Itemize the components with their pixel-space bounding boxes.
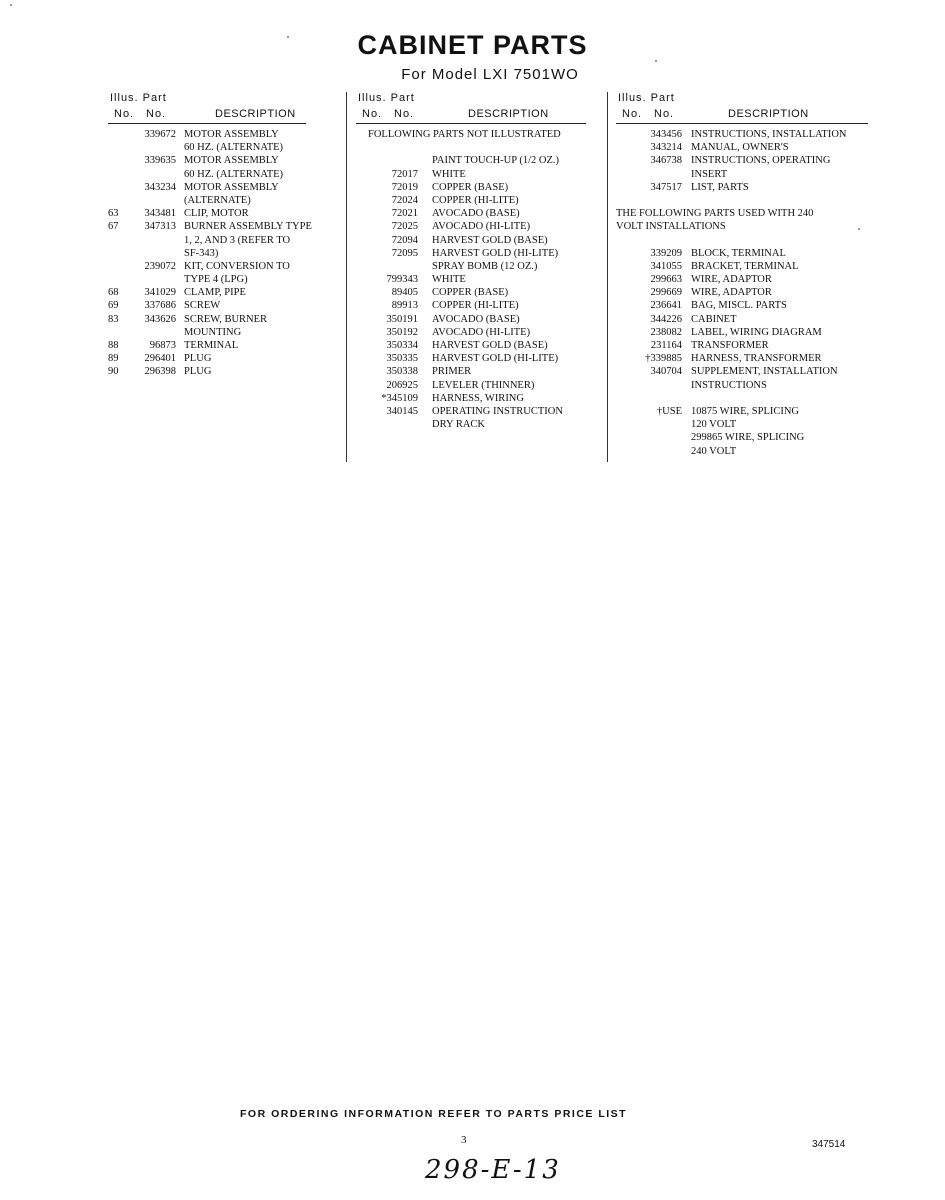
part-number: 89913	[391, 300, 418, 312]
part-number: 350334	[386, 340, 418, 351]
part-description: AVOCADO (BASE)	[432, 208, 520, 220]
part-description: HARNESS, TRANSFORMER	[691, 353, 822, 365]
part-description: MOTOR ASSEMBLY	[184, 181, 279, 193]
illus-part-label: Illus. Part	[110, 92, 167, 104]
part-number: 337686	[144, 300, 176, 312]
part-description: TRANSFORMER	[691, 340, 769, 351]
part-description: INSTRUCTIONS, INSTALLATION	[691, 129, 847, 140]
document-number: 347514	[812, 1139, 846, 1150]
part-description: WIRE, ADAPTOR	[691, 274, 772, 286]
description-label: DESCRIPTION	[728, 108, 809, 120]
part-description: COPPER (BASE)	[432, 287, 509, 299]
part-description: CABINET	[691, 313, 737, 325]
scan-speck	[287, 36, 289, 38]
illus-number: 83	[108, 313, 119, 325]
part-description: PRIMER	[432, 366, 472, 378]
part-number: 231164	[650, 340, 682, 351]
part-description: SF-343)	[184, 247, 219, 259]
part-description: PAINT TOUCH-UP (1/2 OZ.)	[432, 155, 559, 167]
part-description: SPRAY BOMB (12 OZ.)	[432, 260, 538, 272]
part-number: 236641	[650, 300, 682, 312]
part-description: HARVEST GOLD (HI-LITE)	[432, 353, 559, 365]
part-description: MANUAL, OWNER'S	[691, 142, 789, 154]
part-description: MOTOR ASSEMBLY	[184, 129, 279, 140]
part-number: 296401	[144, 353, 176, 365]
part-description: FOLLOWING PARTS NOT ILLUSTRATED	[368, 129, 561, 140]
illus-number: 88	[108, 340, 119, 351]
model-subtitle: For Model LXI 7501WO	[401, 66, 579, 83]
part-description: LIST, PARTS	[691, 181, 749, 193]
illus-no-label: No.	[114, 108, 135, 120]
part-number: 350335	[386, 353, 418, 365]
part-description: BRACKET, TERMINAL	[691, 260, 799, 272]
part-number: 339635	[144, 155, 176, 167]
part-description: CLIP, MOTOR	[184, 208, 249, 220]
part-number: 343214	[650, 142, 682, 154]
part-no-label: No.	[146, 108, 167, 120]
illus-no-label: No.	[622, 108, 643, 120]
part-description: 240 VOLT	[691, 445, 737, 457]
part-number: 239072	[144, 260, 176, 272]
part-description: BAG, MISCL. PARTS	[691, 300, 787, 312]
illus-number: 63	[108, 208, 119, 220]
part-description: WIRE, ADAPTOR	[691, 287, 772, 299]
part-description: INSERT	[691, 168, 728, 180]
scan-speck	[10, 4, 12, 6]
part-number: 72017	[391, 168, 418, 180]
part-no-label: No.	[394, 108, 415, 120]
page-number: 3	[461, 1134, 467, 1146]
part-number: †USE	[656, 405, 682, 417]
ordering-note: FOR ORDERING INFORMATION REFER TO PARTS PRICE LIST	[240, 1108, 628, 1120]
part-description: INSTRUCTIONS, OPERATING	[691, 155, 831, 167]
illus-number: 90	[108, 366, 119, 378]
part-description: KIT, CONVERSION TO	[184, 260, 290, 272]
part-number: 72024	[391, 194, 418, 206]
part-description: COPPER (BASE)	[432, 181, 509, 193]
part-description: OPERATING INSTRUCTION	[432, 405, 563, 417]
part-number: 350192	[386, 326, 418, 338]
part-description: AVOCADO (HI-LITE)	[432, 221, 531, 233]
scan-speck	[858, 228, 860, 230]
part-description: PLUG	[184, 353, 212, 365]
part-description: (ALTERNATE)	[184, 194, 251, 206]
description-label: DESCRIPTION	[215, 108, 296, 120]
part-description: BURNER ASSEMBLY TYPE	[184, 221, 312, 233]
part-description: SCREW	[184, 300, 221, 312]
part-number: 343481	[144, 208, 176, 220]
part-number: 206925	[386, 379, 418, 391]
part-number: 347517	[650, 181, 682, 193]
part-number: 72021	[391, 208, 418, 220]
illus-number: 89	[108, 353, 119, 365]
header-rule	[356, 123, 586, 124]
part-number: 72019	[391, 181, 418, 193]
part-description: HARNESS, WIRING	[432, 392, 524, 404]
part-number: 339209	[650, 247, 682, 259]
part-number: 344226	[650, 313, 682, 325]
parts-column-right	[616, 90, 876, 457]
part-number: 350191	[386, 313, 418, 325]
part-number: 299663	[650, 274, 682, 286]
part-number: 343456	[650, 129, 682, 140]
part-number: *345109	[381, 392, 418, 404]
illus-part-label: Illus. Part	[618, 92, 675, 104]
part-number: 343626	[144, 313, 176, 325]
part-description: 60 HZ. (ALTERNATE)	[184, 168, 284, 180]
header-rule	[616, 123, 868, 124]
part-number: 72094	[391, 234, 418, 246]
part-description: 299865 WIRE, SPLICING	[691, 432, 805, 444]
part-description: COPPER (HI-LITE)	[432, 194, 519, 206]
part-description: CLAMP, PIPE	[184, 287, 246, 299]
part-description: VOLT INSTALLATIONS	[616, 221, 726, 233]
illus-number: 69	[108, 300, 119, 312]
part-description: MOUNTING	[184, 326, 242, 338]
illus-number: 67	[108, 221, 119, 233]
part-description: AVOCADO (BASE)	[432, 313, 520, 325]
illus-number: 68	[108, 287, 119, 299]
part-description: BLOCK, TERMINAL	[691, 247, 786, 259]
part-description: PLUG	[184, 366, 212, 378]
part-number: 347313	[144, 221, 176, 233]
parts-column-left	[108, 90, 338, 378]
header-rule	[108, 123, 306, 124]
part-description: 120 VOLT	[691, 419, 737, 431]
part-number: 340145	[386, 405, 418, 417]
part-description: INSTRUCTIONS	[691, 379, 767, 391]
part-number: 72095	[391, 247, 418, 259]
part-description: THE FOLLOWING PARTS USED WITH 240	[616, 208, 814, 220]
part-no-label: No.	[654, 108, 675, 120]
part-description: 1, 2, AND 3 (REFER TO	[184, 234, 291, 246]
part-description: SUPPLEMENT, INSTALLATION	[691, 366, 838, 378]
part-description: WHITE	[432, 274, 466, 286]
description-label: DESCRIPTION	[468, 108, 549, 120]
part-description: HARVEST GOLD (BASE)	[432, 340, 548, 351]
part-number: 350338	[386, 366, 418, 378]
part-number: 346738	[650, 155, 682, 167]
part-description: LABEL, WIRING DIAGRAM	[691, 326, 822, 338]
part-number: 343234	[144, 181, 176, 193]
part-number: 296398	[144, 366, 176, 378]
part-number: †339885	[645, 353, 682, 365]
illus-no-label: No.	[362, 108, 383, 120]
part-description: HARVEST GOLD (BASE)	[432, 234, 548, 246]
part-number: 341055	[650, 260, 682, 272]
part-description: HARVEST GOLD (HI-LITE)	[432, 247, 559, 259]
part-number: 340704	[650, 366, 682, 378]
part-number: 299669	[650, 287, 682, 299]
part-description: MOTOR ASSEMBLY	[184, 155, 279, 167]
part-description: WHITE	[432, 168, 466, 180]
part-description: DRY RACK	[432, 419, 485, 431]
column-header	[616, 90, 876, 122]
scan-speck	[655, 60, 657, 62]
illus-part-label: Illus. Part	[358, 92, 415, 104]
parts-column-middle	[356, 90, 601, 431]
part-number: 89405	[391, 287, 418, 299]
part-description: 60 HZ. (ALTERNATE)	[184, 142, 284, 154]
column-divider	[607, 92, 608, 462]
part-description: TYPE 4 (LPG)	[184, 274, 248, 286]
part-number: 799343	[386, 274, 418, 286]
part-description: TERMINAL	[184, 340, 239, 351]
column-divider	[346, 92, 347, 462]
part-number: 341029	[144, 287, 176, 299]
part-number: 339672	[144, 129, 176, 140]
part-number: 72025	[391, 221, 418, 233]
part-number: 96873	[149, 340, 176, 351]
part-number: 238082	[650, 326, 682, 338]
part-description: COPPER (HI-LITE)	[432, 300, 519, 312]
handwritten-note: 298-E-13	[425, 1155, 561, 1185]
column-header	[356, 90, 601, 122]
part-description: 10875 WIRE, SPLICING	[691, 405, 800, 417]
part-description: AVOCADO (HI-LITE)	[432, 326, 531, 338]
part-description: SCREW, BURNER	[184, 313, 268, 325]
column-header	[108, 90, 338, 122]
page-title: CABINET PARTS	[357, 30, 588, 60]
part-description: LEVELER (THINNER)	[432, 379, 535, 391]
